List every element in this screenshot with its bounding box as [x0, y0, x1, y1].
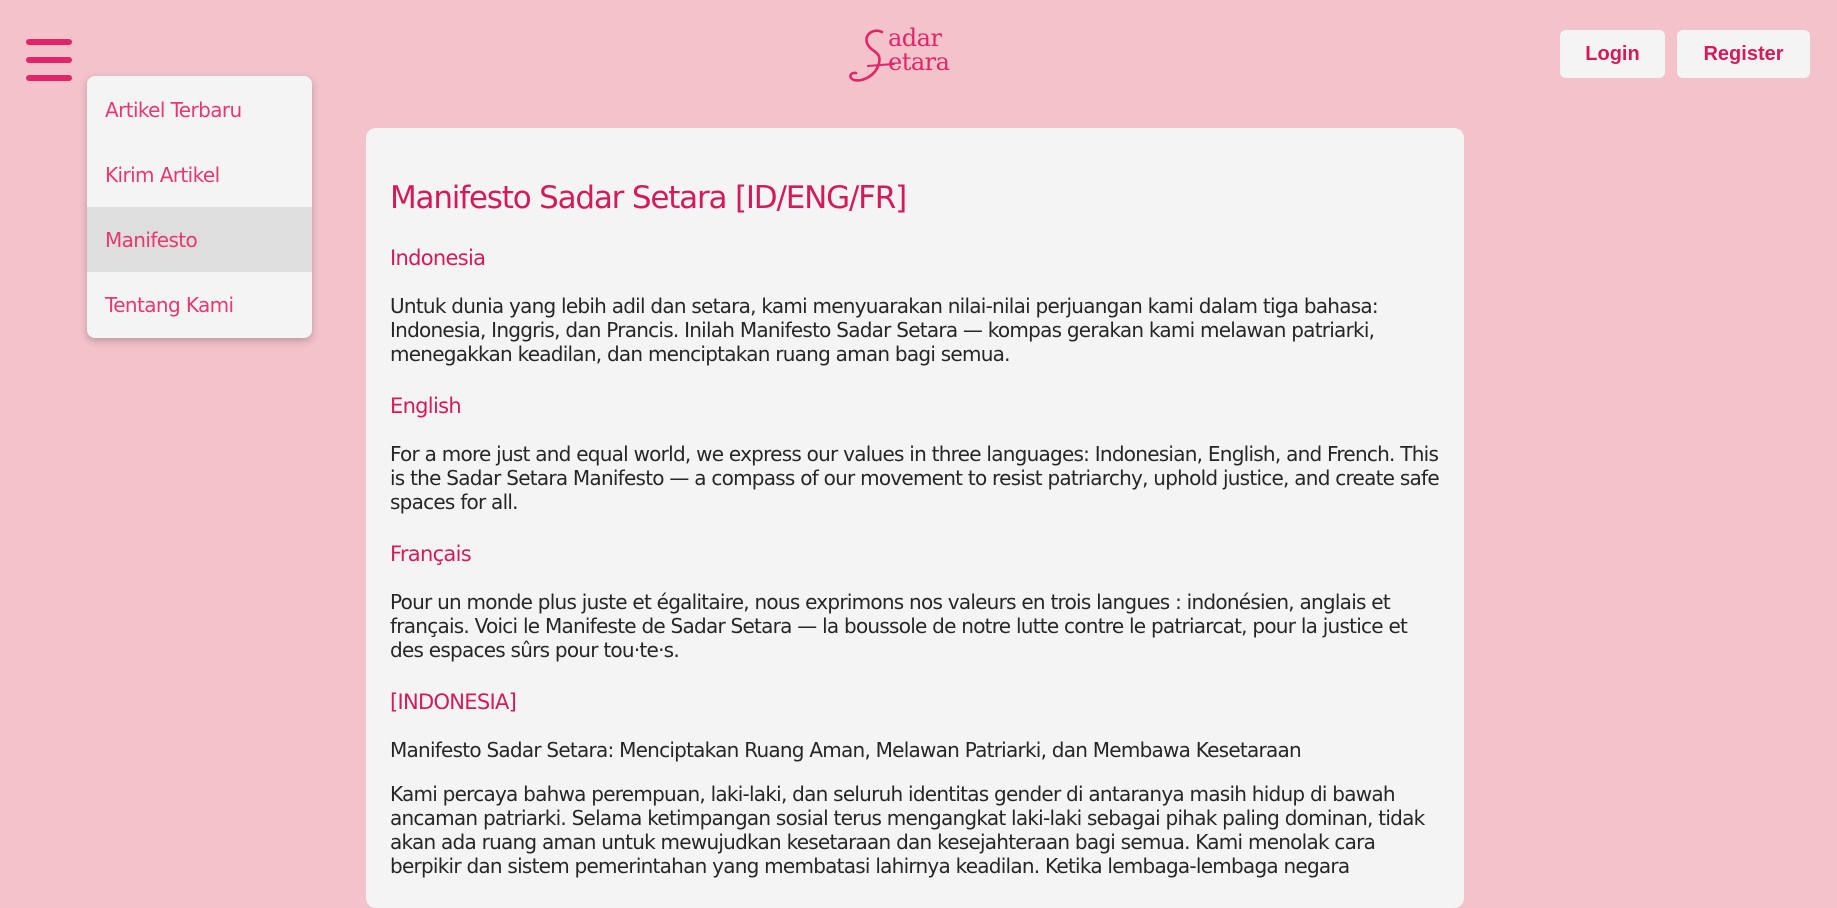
hamburger-icon[interactable]: [26, 39, 72, 81]
hamburger-bar: [26, 75, 72, 81]
article-title: Manifesto Sadar Setara [ID/ENG/FR]: [390, 180, 907, 216]
hamburger-bar: [26, 39, 72, 45]
manifesto-body-paragraph: Kami percaya bahwa perempuan, laki-laki, dan seluruh identitas gender di antaranya masih hidup di bawah ancaman patriarki. Selama ketimpangan sosial terus mengangkat laki-laki sebagai pihak paling dominan, tidak akan ada ruang aman untuk mewujudkan kesetaraan dan kesejahteraan bagi semua. Kami menolak cara berpikir dan sistem pemerintahan yang membatasi lahirnya keadilan. Ketika lembaga-lembaga negara: [390, 782, 1425, 878]
section-text-english: For a more just and equal world, we express our values in three languages: Indonesian, English, and French. This is the Sadar Setara Manifesto — a compass of our movement to resist patriarchy, uphold justice, and create safe spaces for all.: [390, 442, 1439, 514]
section-heading-francais: Français: [390, 542, 471, 566]
auth-buttons: [1560, 30, 1810, 78]
section-text-francais: Pour un monde plus juste et égalitaire, nous exprimons nos valeurs en trois langues : indonésien, anglais et français. Voici le Manifeste de Sadar Setara — la boussole de notre lutte contre le patriarcat, pour la justice et des espaces sûrs pour tou·te·s.: [390, 590, 1408, 662]
svg-text:etara: etara: [888, 48, 950, 76]
section-text-indonesia: Untuk dunia yang lebih adil dan setara, kami menyuarakan nilai-nilai perjuangan kami dalam tiga bahasa: Indonesia, Inggris, dan Prancis. Inilah Manifesto Sadar Setara — kompas gerakan kami melawan patriarki, menegakkan keadilan, dan menciptakan ruang aman bagi semua.: [390, 294, 1378, 366]
menu-item-tentang-kami[interactable]: Tentang Kami: [105, 292, 234, 317]
section-heading-indonesia-full: [INDONESIA]: [390, 690, 517, 714]
section-heading-indonesia: Indonesia: [390, 246, 486, 270]
svg-text:adar: adar: [888, 24, 942, 52]
register-button[interactable]: Register: [1677, 30, 1810, 78]
menu-item-kirim-artikel[interactable]: Kirim Artikel: [105, 162, 220, 187]
dropdown-menu: [87, 76, 312, 338]
menu-item-artikel-terbaru[interactable]: Artikel Terbaru: [105, 97, 242, 122]
article-card: [366, 128, 1464, 908]
manifesto-subtitle: Manifesto Sadar Setara: Menciptakan Ruang Aman, Melawan Patriarki, dan Membawa Kesetaraan: [390, 738, 1301, 762]
logo-graphic: [838, 22, 988, 94]
site-logo[interactable]: [838, 22, 988, 94]
section-heading-english: English: [390, 394, 461, 418]
login-button[interactable]: Login: [1560, 30, 1665, 78]
hamburger-bar: [26, 57, 72, 63]
menu-item-manifesto[interactable]: Manifesto: [87, 207, 312, 272]
